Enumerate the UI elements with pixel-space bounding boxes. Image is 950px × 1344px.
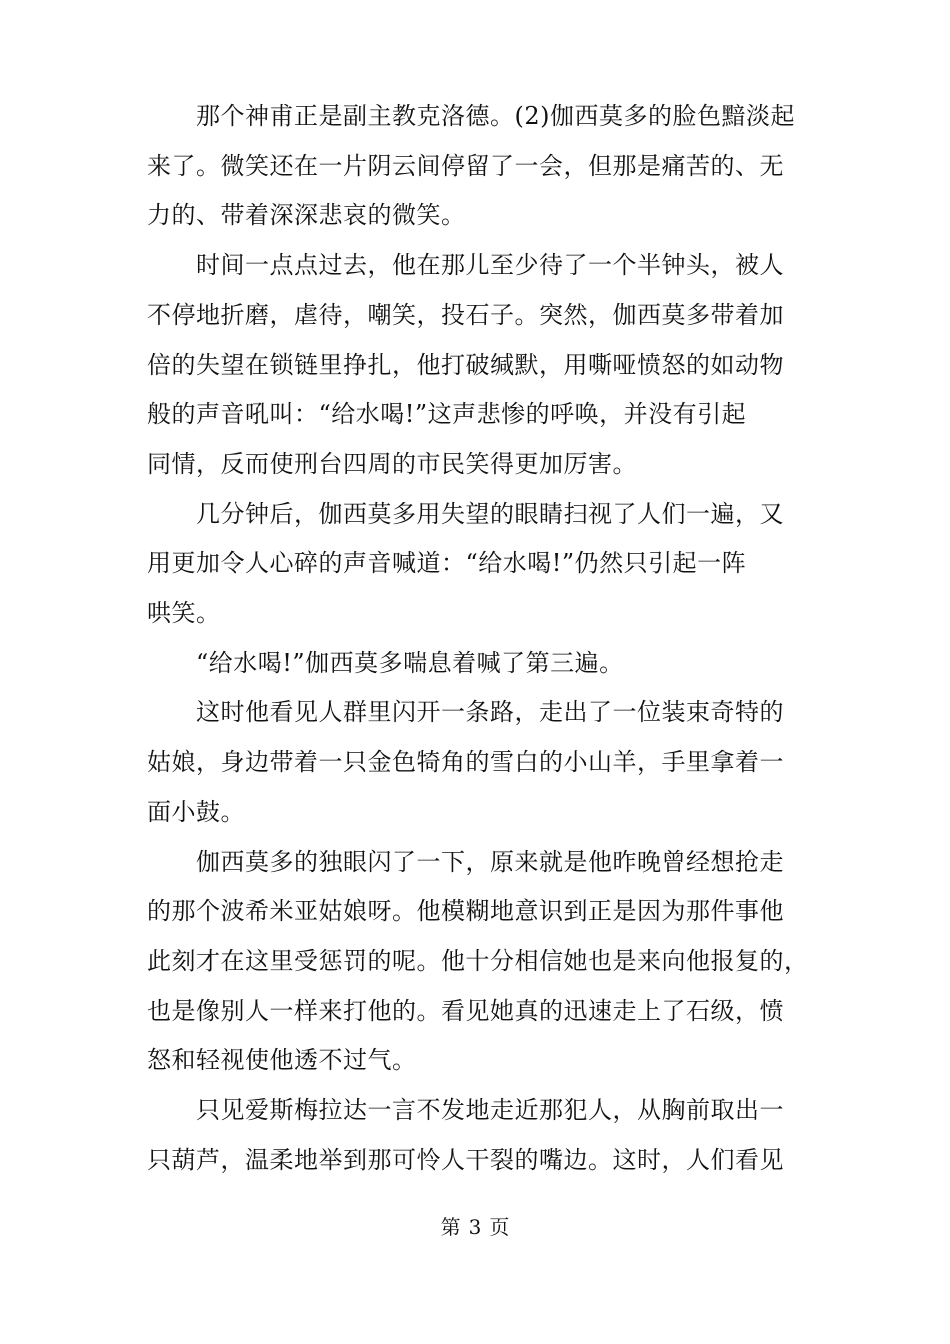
page-footer: [0, 1213, 950, 1241]
text-line: 力的、带着深深悲哀的微笑。: [147, 201, 466, 230]
text-block: [147, 92, 807, 1185]
text-line: 只见爱斯梅拉达一言不发地走近那犯人，从胸前取出一: [147, 1096, 784, 1125]
page-label-suffix: 页: [489, 1215, 510, 1239]
body-text: [147, 92, 807, 1185]
text-line: 不停地折磨，虐待，嘲笑，投石子。突然，伽西莫多带着加: [147, 300, 784, 329]
text-line: 此刻才在这里受惩罚的呢。他十分相信她也是来向他报复的，: [147, 946, 809, 975]
text-line: 只葫芦，温柔地举到那可怜人干裂的嘴边。这时，人们看见: [147, 1145, 784, 1174]
text-line: 的那个波希米亚姑娘呀。他模糊地意识到正是因为那件事他: [147, 897, 784, 926]
text-line: 来了。微笑还在一片阴云间停留了一会，但那是痛苦的、无: [147, 151, 784, 180]
text-line: 同情，反而使刑台四周的市民笑得更加厉害。: [147, 449, 637, 478]
text-line: 用更加令人心碎的声音喊道：“给水喝!”仍然只引起一阵: [147, 549, 747, 578]
text-line: 面小鼓。: [147, 797, 245, 826]
text-line: 这时他看见人群里闪开一条路，走出了一位装束奇特的: [147, 698, 784, 727]
page-number: 3: [468, 1215, 482, 1239]
text-line: 那个神甫正是副主教克洛德。(2)伽西莫多的脸色黯淡起: [147, 102, 795, 130]
page-label-prefix: 第: [440, 1215, 461, 1239]
text-line: “给水喝!”伽西莫多喘息着喊了第三遍。: [147, 648, 624, 677]
text-line: 也是像别人一样来打他的。看见她真的迅速走上了石级，愤: [147, 996, 784, 1025]
text-line: 哄笑。: [147, 599, 221, 628]
text-line: 怒和轻视使他透不过气。: [147, 1046, 417, 1075]
text-line: 几分钟后，伽西莫多用失望的眼睛扫视了人们一遍，又: [147, 499, 784, 528]
text-line: 伽西莫多的独眼闪了一下，原来就是他昨晚曾经想抢走: [147, 847, 784, 876]
text-line: 般的声音吼叫：“给水喝!”这声悲惨的呼唤，并没有引起: [147, 400, 747, 429]
text-line: 时间一点点过去，他在那儿至少待了一个半钟头，被人: [147, 251, 784, 280]
text-line: 倍的失望在锁链里挣扎，他打破缄默，用嘶哑愤怒的如动物: [147, 350, 784, 379]
text-line: 姑娘，身边带着一只金色犄角的雪白的小山羊，手里拿着一: [147, 748, 784, 777]
